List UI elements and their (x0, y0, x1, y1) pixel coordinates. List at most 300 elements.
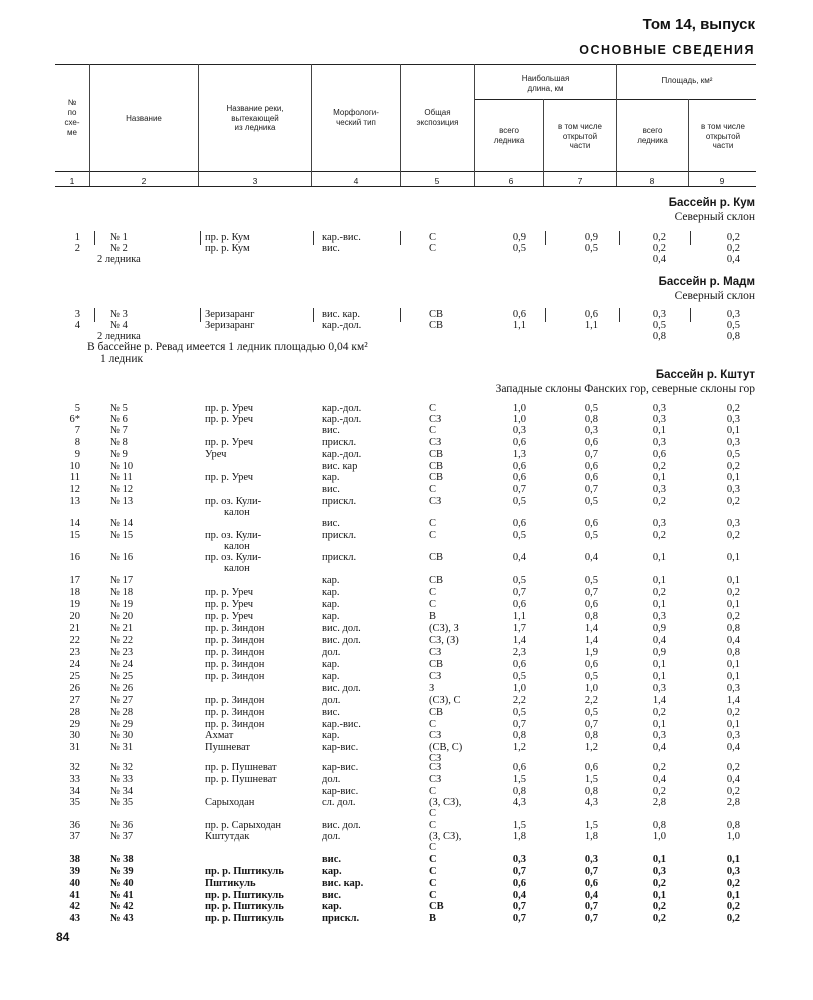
river-name: пр. р. Уреч (205, 599, 254, 610)
area-open: 1,4 (726, 695, 740, 706)
length-total: 0,6 (512, 659, 526, 670)
length-total: 0,8 (512, 730, 526, 741)
length-open: 0,5 (584, 496, 598, 507)
morph-type: кар.-вис. (322, 719, 361, 730)
morph-type: кар. (322, 472, 340, 483)
area-open: 2,8 (726, 797, 740, 808)
table-row (0, 232, 813, 243)
table-row (0, 599, 813, 610)
exposure: С (429, 890, 437, 901)
area-open: 0,3 (726, 866, 740, 877)
length-open: 0,6 (584, 437, 598, 448)
area-open: 0,5 (726, 320, 740, 331)
basin-title: Бассейн р. Кштут (655, 369, 755, 381)
length-open: 1,4 (584, 635, 598, 646)
row-number: 16 (69, 552, 80, 563)
river-name: пр. р. Уреч (205, 414, 254, 425)
river-name: пр. р. Уреч (205, 472, 254, 483)
exposure: С (429, 820, 437, 831)
table-row (0, 403, 813, 414)
river-name: пр. р. Пштикуль (205, 890, 284, 901)
length-total: 0,5 (512, 530, 526, 541)
morph-type: кар.-дол. (322, 403, 362, 414)
length-open: 0,6 (584, 659, 598, 670)
exposure-cont: С (429, 808, 437, 819)
exposure: СВ (429, 575, 444, 586)
length-total: 0,6 (512, 599, 526, 610)
length-open: 1,2 (584, 742, 598, 753)
total-label: 2 ледника (97, 254, 141, 265)
table-row (0, 437, 813, 448)
morph-type: сл. дол. (322, 797, 356, 808)
table-row (0, 635, 813, 646)
area-total: 0,2 (652, 878, 666, 889)
length-open: 1,5 (584, 774, 598, 785)
exposure: С (429, 518, 437, 529)
length-open: 0,5 (584, 671, 598, 682)
length-total: 0,5 (512, 496, 526, 507)
row-number: 30 (69, 730, 80, 741)
table-row (0, 461, 813, 472)
glacier-name: № 42 (110, 901, 134, 912)
table-row (0, 890, 813, 901)
exposure: С (429, 587, 437, 598)
total-area: 0,4 (652, 254, 666, 265)
length-total: 0,4 (512, 552, 526, 563)
row-number: 13 (69, 496, 80, 507)
glacier-name: № 21 (110, 623, 134, 634)
exposure: СВ (429, 659, 444, 670)
row-number: 21 (69, 623, 80, 634)
morph-type: вис. кар (322, 461, 358, 472)
area-total: 0,4 (652, 774, 666, 785)
river-name: пр. р. Сарыходан (205, 820, 282, 831)
table-row (0, 707, 813, 718)
exposure: СВ (429, 552, 444, 563)
length-total: 0,5 (512, 243, 526, 254)
header-bottom-rule (55, 186, 756, 187)
river-name: пр. р. Зиндон (205, 659, 265, 670)
area-open: 0,3 (726, 730, 740, 741)
length-total: 1,3 (512, 449, 526, 460)
length-total: 0,5 (512, 575, 526, 586)
exposure: С (429, 786, 437, 797)
length-total: 0,7 (512, 587, 526, 598)
river-name: пр. р. Зиндон (205, 695, 265, 706)
table-row (0, 866, 813, 877)
river-name: пр. р. Кум (205, 243, 250, 254)
area-open: 0,3 (726, 414, 740, 425)
length-open: 1,0 (584, 683, 598, 694)
morph-type: прискл. (322, 552, 357, 563)
area-open: 0,2 (726, 587, 740, 598)
morph-type: дол. (322, 647, 341, 658)
area-open: 0,2 (726, 878, 740, 889)
area-total: 0,2 (652, 461, 666, 472)
length-open: 0,7 (584, 587, 598, 598)
col-head-area-open: в том числе открытой части (701, 122, 745, 150)
area-total: 0,2 (652, 901, 666, 912)
length-total: 0,3 (512, 854, 526, 865)
table-row (0, 623, 813, 634)
length-open: 0,7 (584, 484, 598, 495)
slope-title: Северный склон (674, 290, 755, 302)
area-total: 0,1 (652, 659, 666, 670)
header-top-rule (55, 64, 756, 65)
area-open: 0,8 (726, 820, 740, 831)
length-open: 0,5 (584, 575, 598, 586)
glacier-name: № 27 (110, 695, 134, 706)
area-open: 0,1 (726, 472, 740, 483)
column-number: 5 (434, 176, 440, 186)
exposure: СВ (429, 901, 444, 912)
area-open: 0,3 (726, 518, 740, 529)
area-total: 0,2 (652, 530, 666, 541)
table-row (0, 425, 813, 436)
row-number: 8 (74, 437, 80, 448)
table-row (0, 797, 813, 819)
length-open: 2,2 (584, 695, 598, 706)
exposure: СВ (429, 707, 444, 718)
area-total: 0,1 (652, 575, 666, 586)
exposure: С (429, 243, 437, 254)
table-row (0, 742, 813, 764)
row-number: 36 (69, 820, 80, 831)
exposure: СЗ (429, 437, 442, 448)
row-number: 43 (69, 913, 80, 924)
row-number: 17 (69, 575, 80, 586)
col-divider (474, 64, 475, 186)
area-open: 0,1 (726, 671, 740, 682)
morph-type: кар-вис. (322, 742, 359, 753)
exposure: С (429, 403, 437, 414)
area-open: 0,3 (726, 309, 740, 320)
row-number: 28 (69, 707, 80, 718)
row-number: 14 (69, 518, 80, 529)
table-row (0, 878, 813, 889)
length-total: 1,0 (512, 683, 526, 694)
slope-title: Северный склон (674, 211, 755, 223)
row-number: 38 (69, 854, 80, 865)
area-total: 0,9 (652, 647, 666, 658)
glacier-name: № 10 (110, 461, 134, 472)
row-number: 31 (69, 742, 80, 753)
length-open: 1,9 (584, 647, 598, 658)
area-total: 0,4 (652, 635, 666, 646)
slope-title: Западные склоны Фанских гор, северные склоны гор (495, 383, 755, 395)
exposure: СЗ (429, 774, 442, 785)
river-name: пр. р. Зиндон (205, 671, 265, 682)
table-row (0, 671, 813, 682)
glacier-name: № 5 (110, 403, 128, 414)
row-number: 25 (69, 671, 80, 682)
length-total: 1,8 (512, 831, 526, 842)
length-total: 0,8 (512, 786, 526, 797)
glacier-name: № 41 (110, 890, 134, 901)
col-head-length: Наибольшая длина, км (521, 74, 570, 93)
glacier-name: № 22 (110, 635, 134, 646)
row-number: 20 (69, 611, 80, 622)
row-number: 41 (69, 890, 80, 901)
table-row (0, 484, 813, 495)
glacier-name: № 24 (110, 659, 134, 670)
exposure: СЗ (429, 762, 442, 773)
river-name: Пушневат (205, 742, 250, 753)
area-total: 0,3 (652, 414, 666, 425)
area-total: 0,3 (652, 437, 666, 448)
glacier-name: № 17 (110, 575, 134, 586)
row-number: 42 (69, 901, 80, 912)
length-total: 0,6 (512, 762, 526, 773)
row-number: 26 (69, 683, 80, 694)
row-number: 9 (74, 449, 80, 460)
river-name: пр. р. Пштикуль (205, 866, 284, 877)
area-total: 0,1 (652, 671, 666, 682)
area-total: 0,2 (652, 707, 666, 718)
row-number: 29 (69, 719, 80, 730)
length-total: 0,7 (512, 913, 526, 924)
total-row (0, 331, 813, 342)
length-open: 0,6 (584, 461, 598, 472)
river-name: Ахмат (205, 730, 234, 741)
length-open: 0,7 (584, 449, 598, 460)
area-open: 0,1 (726, 719, 740, 730)
exposure: СЗ (429, 496, 442, 507)
exposure: С (429, 425, 437, 436)
area-total: 0,3 (652, 518, 666, 529)
exposure: С (429, 530, 437, 541)
basin-title: Бассейн р. Кум (668, 197, 755, 209)
area-total: 0,2 (652, 587, 666, 598)
area-total: 0,2 (652, 496, 666, 507)
length-total: 1,1 (512, 320, 526, 331)
river-name: пр. р. Уреч (205, 437, 254, 448)
area-total: 0,2 (652, 232, 666, 243)
total-label: 2 ледника (97, 331, 141, 342)
table-row (0, 730, 813, 741)
col-divider (198, 64, 199, 186)
length-total: 2,2 (512, 695, 526, 706)
exposure: З (429, 683, 435, 694)
area-open: 0,1 (726, 552, 740, 563)
table-row (0, 320, 813, 331)
morph-type: вис. кар. (322, 309, 360, 320)
row-number: 35 (69, 797, 80, 808)
col-head-num: № по схе- ме (64, 98, 80, 137)
column-number: 8 (649, 176, 655, 186)
glacier-name: № 6 (110, 414, 128, 425)
length-total: 1,0 (512, 403, 526, 414)
glacier-name: № 8 (110, 437, 128, 448)
area-open: 0,2 (726, 786, 740, 797)
col-divider (616, 64, 617, 186)
glacier-name: № 37 (110, 831, 134, 842)
length-open: 0,8 (584, 730, 598, 741)
exposure: СВ (429, 309, 444, 320)
col-head-type: Морфологи- ческий тип (333, 108, 379, 127)
length-open: 0,4 (584, 552, 598, 563)
exposure: СЗ (429, 671, 442, 682)
row-number: 23 (69, 647, 80, 658)
table-row (0, 518, 813, 529)
area-total: 1,0 (652, 831, 666, 842)
morph-type: вис. дол. (322, 683, 361, 694)
length-total: 4,3 (512, 797, 526, 808)
table-row (0, 719, 813, 730)
morph-type: вис. кар. (322, 878, 364, 889)
area-total: 0,3 (652, 403, 666, 414)
exposure: (СВ, С) (429, 742, 463, 753)
row-number: 5 (74, 403, 80, 414)
morph-type: кар. (322, 901, 342, 912)
revad-note: В бассейне р. Ревад имеется 1 ледник площадью 0,04 км² (87, 341, 368, 353)
glacier-name: № 9 (110, 449, 128, 460)
column-number: 9 (719, 176, 725, 186)
length-open: 0,8 (584, 786, 598, 797)
river-name: пр. р. Кум (205, 232, 250, 243)
col-divider (311, 64, 312, 186)
length-total: 0,6 (512, 472, 526, 483)
glacier-name: № 25 (110, 671, 134, 682)
exposure: (З, СЗ), (429, 831, 462, 842)
table-row (0, 530, 813, 552)
glacier-name: № 23 (110, 647, 134, 658)
length-open: 0,7 (584, 719, 598, 730)
length-open: 0,4 (584, 890, 598, 901)
length-open: 0,8 (584, 611, 598, 622)
row-number: 18 (69, 587, 80, 598)
morph-type: вис. дол. (322, 623, 361, 634)
river-name-cont: калон (224, 541, 250, 552)
area-open: 0,3 (726, 484, 740, 495)
table-row (0, 831, 813, 853)
area-open: 0,2 (726, 530, 740, 541)
morph-type: кар.-дол. (322, 449, 362, 460)
col-head-length-open: в том числе открытой части (558, 122, 602, 150)
exposure: (СЗ), С (429, 695, 461, 706)
area-total: 0,2 (652, 762, 666, 773)
length-open: 0,6 (584, 472, 598, 483)
glacier-name: № 36 (110, 820, 134, 831)
glacier-name: № 20 (110, 611, 134, 622)
area-open: 1,0 (726, 831, 740, 842)
area-open: 0,4 (726, 635, 740, 646)
area-total: 0,8 (652, 820, 666, 831)
area-open: 0,8 (726, 647, 740, 658)
column-number: 2 (141, 176, 147, 186)
total-row (0, 254, 813, 265)
area-total: 0,3 (652, 683, 666, 694)
river-name: пр. р. Уреч (205, 611, 254, 622)
exposure: (СЗ), З (429, 623, 459, 634)
area-total: 0,5 (652, 320, 666, 331)
table-row (0, 552, 813, 574)
row-number: 12 (69, 484, 80, 495)
morph-type: кар. (322, 730, 340, 741)
morph-type: прискл. (322, 437, 357, 448)
table-row (0, 854, 813, 865)
river-name: Пштикуль (205, 878, 256, 889)
total-area-open: 0,8 (726, 331, 740, 342)
glacier-name: № 40 (110, 878, 134, 889)
exposure: С (429, 878, 437, 889)
glacier-name: № 19 (110, 599, 134, 610)
col-head-exposure: Общая экспозиция (416, 108, 459, 127)
length-open: 0,7 (584, 901, 598, 912)
morph-type: прискл. (322, 530, 357, 541)
morph-type: вис. (322, 243, 340, 254)
glacier-name: № 2 (110, 243, 128, 254)
exposure: СЗ (429, 730, 442, 741)
table-row (0, 611, 813, 622)
length-open: 0,9 (584, 232, 598, 243)
col-divider (543, 99, 544, 186)
col-head-length-total: всего ледника (493, 126, 525, 145)
length-total: 0,7 (512, 719, 526, 730)
exposure: В (429, 611, 437, 622)
glacier-name: № 15 (110, 530, 134, 541)
exposure: С (429, 866, 437, 877)
length-total: 1,0 (512, 414, 526, 425)
length-open: 0,5 (584, 403, 598, 414)
table-row (0, 243, 813, 254)
column-number: 6 (508, 176, 514, 186)
table-row (0, 309, 813, 320)
glacier-name: № 12 (110, 484, 134, 495)
volume-header: Том 14, выпуск (642, 16, 755, 33)
length-total: 0,9 (512, 232, 526, 243)
area-total: 0,2 (652, 786, 666, 797)
table-row (0, 449, 813, 460)
river-name-cont: калон (224, 507, 250, 518)
length-open: 0,6 (584, 599, 598, 610)
col-head-river: Название реки, вытекающей из ледника (226, 104, 284, 132)
glacier-name: № 7 (110, 425, 128, 436)
exposure: СВ (429, 472, 444, 483)
col-divider (89, 64, 90, 186)
length-total: 0,6 (512, 309, 526, 320)
length-open: 0,5 (584, 707, 598, 718)
length-total: 1,5 (512, 774, 526, 785)
area-open: 0,1 (726, 575, 740, 586)
morph-type: кар-вис. (322, 786, 359, 797)
morph-type: кар. (322, 866, 342, 877)
length-open: 0,3 (584, 854, 598, 865)
row-number: 34 (69, 786, 80, 797)
morph-type: вис. (322, 425, 340, 436)
length-total: 1,4 (512, 635, 526, 646)
river-name: пр. оз. Кули- (205, 530, 262, 541)
river-name: пр. р. Уреч (205, 587, 254, 598)
glacier-name: № 30 (110, 730, 134, 741)
length-total: 0,7 (512, 866, 526, 877)
river-name: пр. р. Пушневат (205, 774, 277, 785)
row-number: 24 (69, 659, 80, 670)
length-total: 0,6 (512, 518, 526, 529)
length-open: 0,5 (584, 530, 598, 541)
glacier-name: № 33 (110, 774, 134, 785)
row-number: 37 (69, 831, 80, 842)
table-row (0, 762, 813, 773)
section-header: ОСНОВНЫЕ СВЕДЕНИЯ (579, 43, 755, 57)
area-total: 0,3 (652, 730, 666, 741)
morph-type: кар. (322, 671, 340, 682)
river-name: Кштутдак (205, 831, 250, 842)
table-row (0, 774, 813, 785)
col-divider (400, 64, 401, 186)
morph-type: вис. дол. (322, 820, 361, 831)
row-number: 15 (69, 530, 80, 541)
